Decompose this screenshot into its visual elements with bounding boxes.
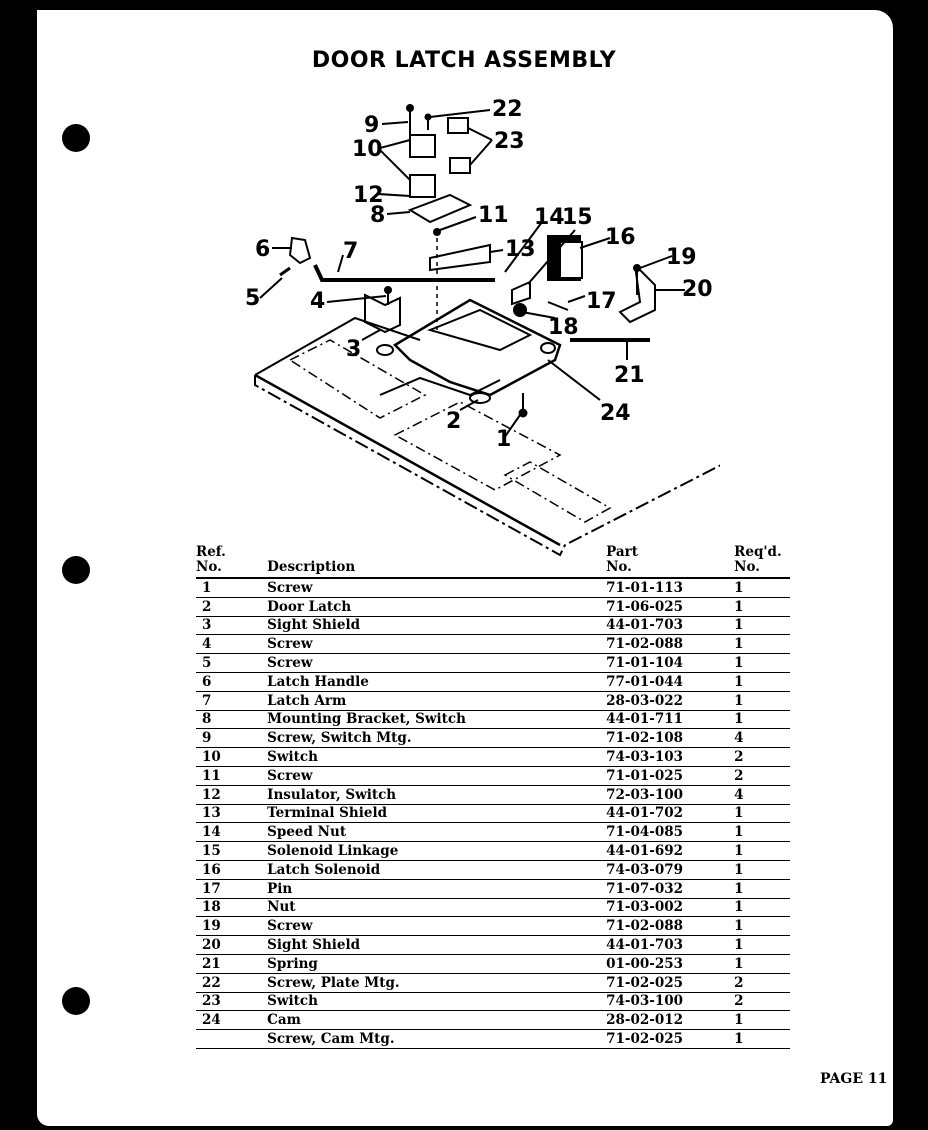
qty-cell: 2 [732,766,790,785]
description-cell: Sight Shield [267,936,606,955]
svg-text:20: 20 [682,277,713,302]
part-cell: 71-01-025 [606,766,732,785]
ref-cell: 1 [196,578,267,597]
header-part-no [606,545,732,578]
ref-cell: 10 [196,748,267,767]
svg-text:2: 2 [446,409,462,434]
page-title: DOOR LATCH ASSEMBLY [311,48,617,73]
ref-cell: 2 [196,597,267,616]
svg-text:17: 17 [586,289,617,314]
description-cell: Latch Arm [267,691,606,710]
ref-cell: 12 [196,785,267,804]
part-cell: 71-07-032 [606,879,732,898]
qty-cell: 1 [732,578,790,597]
ref-cell: 7 [196,691,267,710]
part-cell: 01-00-253 [606,954,732,973]
part-cell: 74-03-100 [606,992,732,1011]
qty-cell: 1 [732,804,790,823]
qty-cell: 2 [732,992,790,1011]
ref-cell: 8 [196,710,267,729]
description-cell: Sight Shield [267,616,606,635]
table-row [196,898,790,917]
qty-cell: 1 [732,616,790,635]
table-row [196,710,790,729]
svg-text:14: 14 [534,205,565,230]
part-cell: 71-04-085 [606,823,732,842]
binder-hole-middle [62,556,90,584]
ref-cell: 16 [196,860,267,879]
table-row [196,1030,790,1049]
description-cell: Spring [267,954,606,973]
qty-cell: 1 [732,672,790,691]
svg-text:9: 9 [364,113,380,138]
part-cell: 28-03-022 [606,691,732,710]
part-cell: 44-01-703 [606,936,732,955]
description-cell: Speed Nut [267,823,606,842]
part-cell: 74-03-079 [606,860,732,879]
qty-cell: 1 [732,954,790,973]
part-cell: 71-03-002 [606,898,732,917]
svg-text:23: 23 [494,129,525,154]
header-ref-line1: Ref. [196,544,226,560]
description-cell: Mounting Bracket, Switch [267,710,606,729]
ref-cell: 11 [196,766,267,785]
description-cell: Nut [267,898,606,917]
header-ref-line2: No. [196,559,222,575]
qty-cell: 1 [732,860,790,879]
ref-cell: 5 [196,654,267,673]
part-cell: 71-02-025 [606,1030,732,1049]
part-cell: 74-03-103 [606,748,732,767]
ref-cell: 21 [196,954,267,973]
table-row [196,635,790,654]
table-row [196,804,790,823]
qty-cell: 1 [732,654,790,673]
binder-hole-top [62,124,90,152]
header-part-line1: Part [606,544,638,560]
part-cell: 44-01-711 [606,710,732,729]
diagram-illustration [240,95,720,565]
table-row [196,954,790,973]
description-cell: Screw [267,635,606,654]
callout-labels [245,97,713,452]
qty-cell: 1 [732,635,790,654]
part-cell: 71-02-088 [606,635,732,654]
part-cell: 71-02-025 [606,973,732,992]
description-cell: Solenoid Linkage [267,842,606,861]
svg-text:13: 13 [505,237,536,262]
description-cell: Pin [267,879,606,898]
header-reqd-no [732,545,790,578]
part-cell: 71-06-025 [606,597,732,616]
description-cell: Screw, Switch Mtg. [267,729,606,748]
header-part-line2: No. [606,559,632,575]
ref-cell: 15 [196,842,267,861]
ref-cell [196,1030,267,1049]
part-cell: 44-01-702 [606,804,732,823]
table-row [196,842,790,861]
svg-text:11: 11 [478,203,509,228]
qty-cell: 1 [732,879,790,898]
header-qty-line1: Req'd. [734,544,782,560]
header-qty-line2: No. [734,559,760,575]
table-row [196,766,790,785]
qty-cell: 2 [732,973,790,992]
qty-cell: 1 [732,691,790,710]
part-cell: 71-02-088 [606,917,732,936]
table-row [196,936,790,955]
svg-text:7: 7 [343,239,359,264]
ref-cell: 4 [196,635,267,654]
table-row [196,860,790,879]
table-row [196,992,790,1011]
description-cell: Latch Handle [267,672,606,691]
qty-cell: 4 [732,785,790,804]
part-cell: 44-01-692 [606,842,732,861]
svg-text:24: 24 [600,401,631,426]
part-cell: 71-02-108 [606,729,732,748]
svg-text:22: 22 [492,97,523,122]
ref-cell: 14 [196,823,267,842]
table-row [196,597,790,616]
table-row [196,748,790,767]
description-cell: Screw [267,578,606,597]
ref-cell: 24 [196,1011,267,1030]
description-cell: Door Latch [267,597,606,616]
table-row [196,691,790,710]
qty-cell: 1 [732,936,790,955]
qty-cell: 1 [732,917,790,936]
svg-text:21: 21 [614,363,645,388]
table-row [196,973,790,992]
svg-text:6: 6 [255,237,271,262]
svg-text:19: 19 [666,245,697,270]
ref-cell: 13 [196,804,267,823]
svg-text:18: 18 [548,315,579,340]
description-cell: Insulator, Switch [267,785,606,804]
part-cell: 77-01-044 [606,672,732,691]
table-row [196,578,790,597]
ref-cell: 9 [196,729,267,748]
table-row [196,616,790,635]
qty-cell: 2 [732,748,790,767]
description-cell: Latch Solenoid [267,860,606,879]
svg-text:3: 3 [346,337,362,362]
table-row [196,729,790,748]
header-ref-no [196,545,267,578]
part-cell: 44-01-703 [606,616,732,635]
description-cell: Screw [267,654,606,673]
description-cell: Switch [267,748,606,767]
binder-hole-bottom [62,987,90,1015]
part-cell: 28-02-012 [606,1011,732,1030]
svg-text:10: 10 [352,137,383,162]
svg-text:12: 12 [353,183,384,208]
ref-cell: 19 [196,917,267,936]
qty-cell: 1 [732,842,790,861]
ref-cell: 18 [196,898,267,917]
qty-cell: 1 [732,1011,790,1030]
exploded-parts-diagram [240,95,720,565]
ref-cell: 22 [196,973,267,992]
ref-cell: 3 [196,616,267,635]
table-row [196,917,790,936]
svg-text:5: 5 [245,286,261,311]
ref-cell: 6 [196,672,267,691]
table-row [196,879,790,898]
qty-cell: 1 [732,898,790,917]
qty-cell: 1 [732,710,790,729]
svg-text:15: 15 [562,205,593,230]
part-cell: 71-01-104 [606,654,732,673]
description-cell: Screw [267,917,606,936]
qty-cell: 4 [732,729,790,748]
table-row [196,654,790,673]
table-row [196,823,790,842]
description-cell: Screw [267,766,606,785]
table-row [196,672,790,691]
header-description: Description [267,545,606,578]
qty-cell: 1 [732,1030,790,1049]
description-cell: Switch [267,992,606,1011]
table-row [196,785,790,804]
ref-cell: 23 [196,992,267,1011]
qty-cell: 1 [732,597,790,616]
part-cell: 71-01-113 [606,578,732,597]
ref-cell: 17 [196,879,267,898]
qty-cell: 1 [732,823,790,842]
svg-text:1: 1 [496,427,512,452]
svg-text:16: 16 [605,225,636,250]
description-cell: Terminal Shield [267,804,606,823]
page-number: PAGE 11 [820,1071,888,1087]
description-cell: Screw, Plate Mtg. [267,973,606,992]
svg-text:4: 4 [310,289,326,314]
description-cell: Screw, Cam Mtg. [267,1030,606,1049]
ref-cell: 20 [196,936,267,955]
part-cell: 72-03-100 [606,785,732,804]
parts-list-table [196,545,790,1049]
table-row [196,1011,790,1030]
svg-text:8: 8 [370,203,386,228]
scan-border-right [893,0,928,1130]
description-cell: Cam [267,1011,606,1030]
table-header-row [196,545,790,578]
